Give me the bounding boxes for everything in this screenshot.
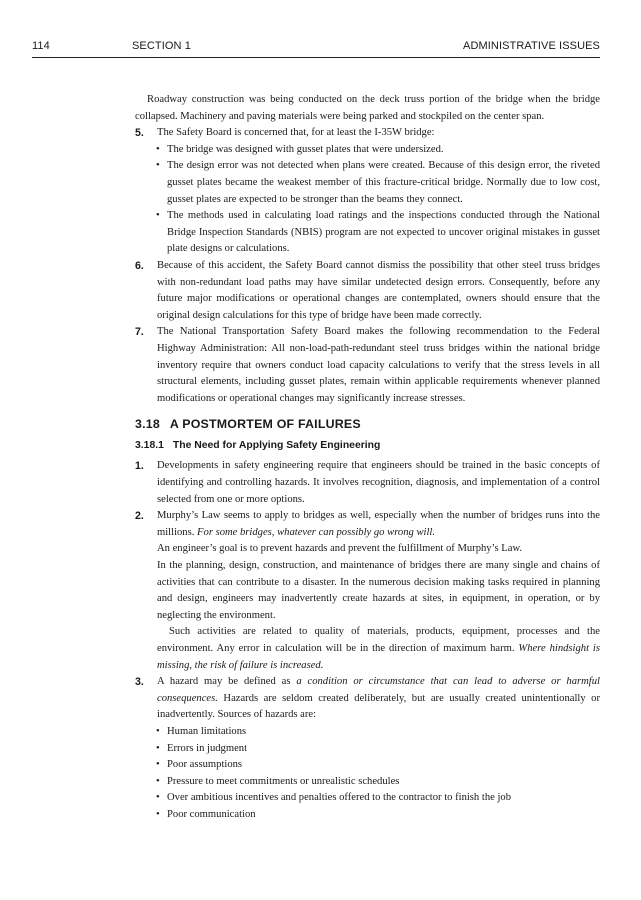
bullet-text: The bridge was designed with gusset plates that were undersized. (167, 143, 444, 155)
bullet-icon: • (156, 210, 160, 222)
bullet-item (135, 807, 600, 824)
page-body (135, 92, 600, 824)
bullet-item (135, 208, 600, 258)
bullet-item (135, 757, 600, 774)
numbered-item-7 (135, 324, 600, 407)
section-heading (135, 416, 600, 433)
numbered-item-5 (135, 125, 600, 142)
item-paragraph: An engineer’s goal is to prevent hazards and prevent the fulfillment of Murphy’s Law. (157, 543, 523, 555)
item-text: Because of this accident, the Safety Board cannot dismiss the possibility that other steel truss bridges with non-redundant load paths may have similar undetected design errors. Consequently, before any future major modifications or operational changes are contemplated, owners should ensure that the original design calculations for this type of bridge have been made correctly. (157, 259, 600, 321)
bullet-item (135, 158, 600, 208)
item-number: 1. (135, 460, 144, 473)
item-text-roman: Hazards are seldom created deliberately, but are usually created unintentionally or inadvertently. Sources of hazards are: (157, 692, 601, 721)
bullet-icon: • (156, 725, 160, 737)
bullet-text: Pressure to meet commitments or unrealistic schedules (167, 775, 400, 787)
bullet-icon: • (156, 742, 160, 754)
header-rule (32, 57, 600, 58)
item-number: 7. (135, 326, 144, 339)
section-heading-title: A POSTMORTEM OF FAILURES (169, 417, 361, 432)
item-paragraph: In the planning, design, construction, and maintenance of bridges there are many single and chains of activities that can contribute to a disaster. In the numerous decision making tasks required in planning and design, engineers may inadvertently create hazards at sites, in equipment, in operation, or by neglecting the environment. (157, 560, 600, 621)
bullet-text: Human limitations (167, 725, 247, 737)
item-number: 3. (135, 676, 144, 689)
item-text (157, 674, 600, 724)
subsection-heading (135, 438, 600, 455)
section-heading-number: 3.18 (135, 417, 160, 432)
numbered-item-6 (135, 258, 600, 324)
bullet-text: Over ambitious incentives and penalties offered to the contractor to finish the job (167, 792, 512, 804)
section-label: SECTION 1 (132, 40, 191, 52)
bullet-item (135, 142, 600, 159)
running-title: ADMINISTRATIVE ISSUES (463, 40, 600, 52)
bullet-text: Poor communication (167, 808, 256, 820)
bullet-icon: • (156, 160, 160, 172)
bullet-text: The methods used in calculating load ratings and the inspections conducted through the National Bridge Inspection Standards (NBIS) program are not expected to uncover original mistakes in gusset plate designs or calculations. (167, 210, 600, 255)
item-number: 2. (135, 510, 144, 523)
item-text-italic: For some bridges, whatever can possibly go wrong will. (197, 526, 436, 538)
subsection-heading-title: The Need for Applying Safety Engineering (172, 439, 381, 451)
bullet-icon: • (156, 808, 160, 820)
subsection-heading-number: 3.18.1 (135, 439, 164, 451)
bullet-icon: • (156, 792, 160, 804)
bullet-text: Poor assumptions (167, 759, 243, 771)
running-header (32, 40, 600, 58)
bullet-item (135, 724, 600, 741)
item-text-italic: Where hindsight is missing, the risk of failure is increased. (157, 643, 600, 671)
bullet-icon: • (156, 143, 160, 155)
item-text (157, 508, 600, 541)
bullet-text: Errors in judgment (167, 742, 248, 754)
bullet-item (135, 741, 600, 758)
bullet-text: The design error was not detected when plans were created. Because of this design error, the riveted gusset plates became the weakest member of this fracture-critical bridge. Normally due to low cost, gusset plates are expected to be stronger than the beams they connect. (167, 160, 600, 205)
item-paragraph (157, 624, 600, 674)
item-number: 5. (135, 127, 144, 140)
numbered-item-2 (135, 508, 600, 674)
bullet-item (135, 774, 600, 791)
item-text: The National Transportation Safety Board makes the following recommendation to the Federal Highway Administration: All non-load-path-redundant steel truss bridges within the national bridge inventory require that owners conduct load capacity calculations to verify that the stress levels in all structural elements, including gusset plates, remain within applicable requirements whenever planned modifications or operational changes may significantly increase stresses. (157, 326, 600, 404)
item-number: 6. (135, 259, 144, 272)
page-number: 114 (32, 40, 50, 52)
numbered-item-3 (135, 674, 600, 724)
item-text-roman: A hazard may be defined as (157, 676, 291, 688)
item-text: Developments in safety engineering require that engineers should be trained in the basic concepts of identifying and controlling hazards. It involves recognition, diagnosis, and implementation of a control selected from one or more options. (157, 460, 600, 505)
bullet-icon: • (156, 775, 160, 787)
intro-paragraph: Roadway construction was being conducted on the deck truss portion of the bridge when the bridge collapsed. Machinery and paving materials were being parked and stockpiled on the center span. (135, 94, 600, 122)
bullet-icon: • (156, 759, 160, 771)
numbered-item-1 (135, 458, 600, 508)
item-text-roman: Murphy’s Law seems to apply to bridges as well, especially when the number of bridges runs into the millions. (157, 510, 600, 538)
item-text-roman: Such activities are related to quality of materials, products, equipment, processes and the environment. Any error in calculation will be in the direction of maximum harm. (157, 626, 600, 654)
item-text-italic: a condition or circumstance that can lead to adverse or harmful consequences. (157, 676, 600, 704)
bullet-item (135, 790, 600, 807)
item-text: The Safety Board is concerned that, for at least the I-35W bridge: (157, 127, 435, 139)
